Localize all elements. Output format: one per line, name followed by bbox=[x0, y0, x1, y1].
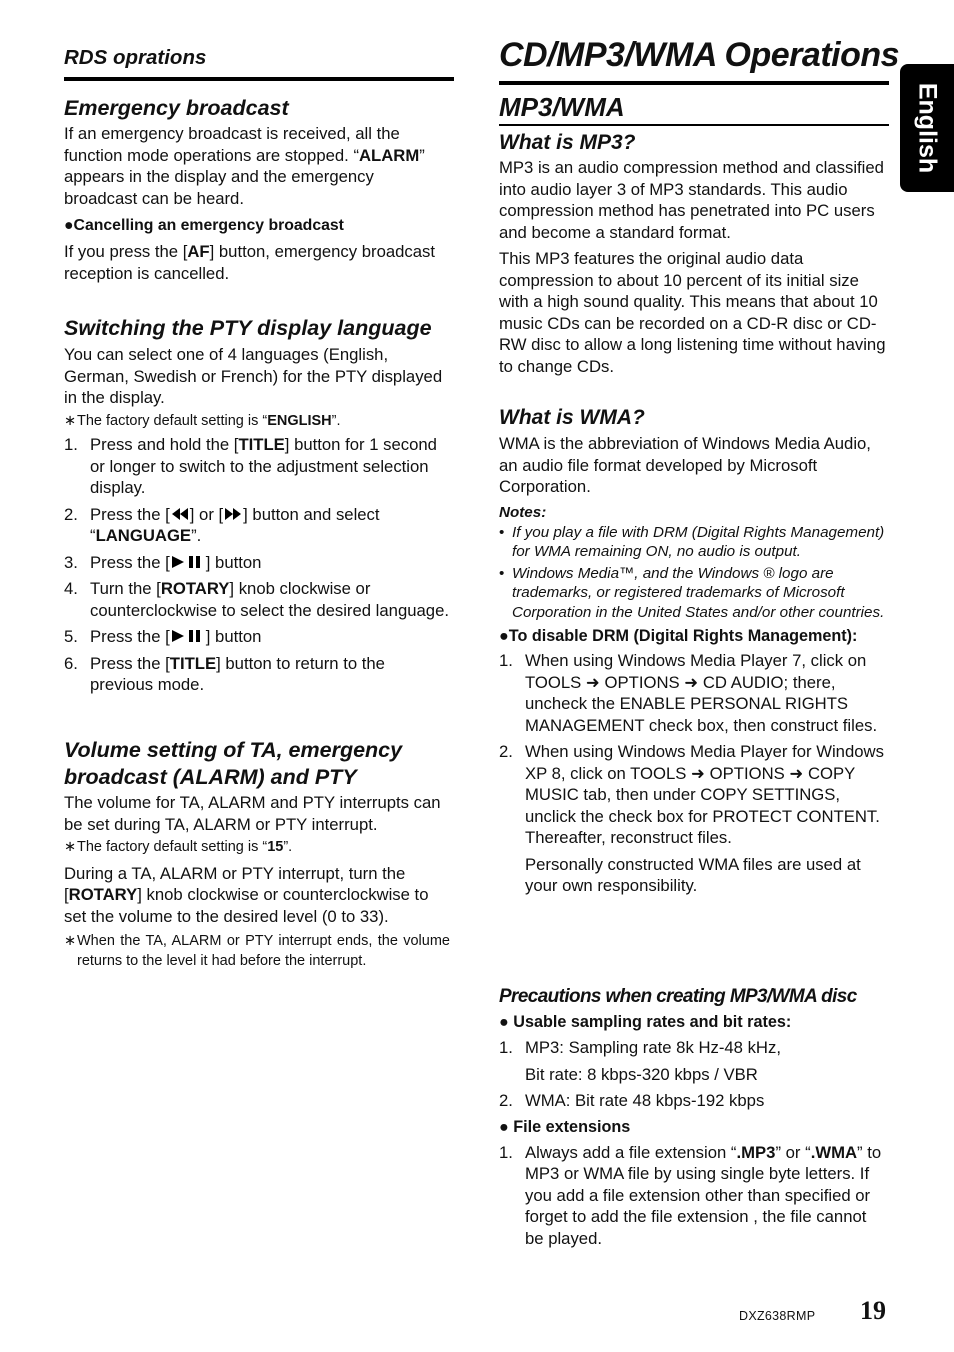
emergency-paragraph: If an emergency broadcast is received, all the function mode operations are stopped. “ALARM” appears in the display and the emergency broadcast can be heard. bbox=[64, 124, 425, 208]
volume-note-2: ∗ When the TA, ALARM or PTY interrupt ends, the volume returns to the level it had before the interrupt. bbox=[64, 933, 450, 969]
cancel-paragraph: If you press the [AF] button, emergency broadcast reception is cancelled. bbox=[64, 242, 436, 283]
list-item: 1. When using Windows Media Player 7, click on TOOLS ➜ OPTIONS ➜ CD AUDIO; there, uncheck the ENABLE PERSONAL RIGHTS MANAGEMENT check box, then construct files. bbox=[499, 651, 878, 735]
language-tab bbox=[900, 64, 954, 192]
volume-title: Volume setting of TA, emergency broadcast (ALARM) and PTY bbox=[64, 738, 403, 789]
emergency-body bbox=[64, 123, 448, 284]
ext-heading: ● File extensions bbox=[499, 1117, 631, 1136]
list-item: 3. Press the [ ] button bbox=[64, 552, 262, 572]
rates-heading: ● Usable sampling rates and bit rates: bbox=[499, 1013, 792, 1031]
list-item: 1. Press and hold the [TITLE] button for 1 second or longer to switch to the adjustment selection display. bbox=[64, 435, 437, 497]
model-number: DXZ638RMP bbox=[739, 1309, 816, 1323]
list-item: 4. Turn the [ROTARY] knob clockwise or counterclockwise to select the desired language. bbox=[64, 579, 449, 620]
volume-intro: The volume for TA, ALARM and PTY interrupts can be set during TA, ALARM or PTY interrupt. bbox=[64, 793, 441, 834]
drm-footnote: Personally constructed WMA files are used at your own responsibility. bbox=[525, 854, 861, 896]
section-rule bbox=[499, 124, 889, 126]
mp3-paragraph-2: This MP3 features the original audio data compression to about 10 percent of its initial size with a high sound quality. This means that about 10 music CDs can be recorded on a CD-R disc or CD-RW disc to allow a long listening time without having to change CDs. bbox=[499, 249, 886, 376]
volume-paragraph: During a TA, ALARM or PTY interrupt, turn the [ROTARY] knob clockwise or counterclockwise to set the volume to the desired level (0 to 33). bbox=[64, 863, 429, 926]
play-pause-icon bbox=[170, 555, 206, 569]
note-trademark: • Windows Media™, and the Windows ® logo are trademarks, or registered trademarks of Microsoft Corporation in the United States and/or other countries. bbox=[499, 564, 885, 621]
emergency-title: Emergency broadcast bbox=[64, 96, 289, 120]
language-tab-label: English bbox=[913, 82, 942, 174]
play-pause-icon bbox=[170, 629, 206, 643]
volume-note: ∗ The factory default setting is “15”. bbox=[64, 839, 293, 855]
wma-title: What is WMA? bbox=[499, 406, 645, 429]
list-item: 1. Always add a file extension “.MP3” or “.WMA” to MP3 or WMA file by using single byte letters. If you add a file extension other than specified or forget to add the file extension , the file cannot be played. bbox=[499, 1142, 882, 1248]
list-item: 1. MP3: Sampling rate 8k Hz-48 kHz, Bit rate: 8 kbps-320 kbps / VBR bbox=[499, 1038, 781, 1084]
section-title: MP3/WMA bbox=[499, 92, 625, 122]
section-label: RDS oprations bbox=[64, 46, 207, 69]
notes-label: Notes: bbox=[499, 503, 547, 521]
skip-back-icon bbox=[170, 507, 190, 521]
list-item: 6. Press the [TITLE] button to return to the previous mode. bbox=[64, 653, 385, 694]
title-rule bbox=[499, 81, 889, 85]
mp3-paragraph-1: MP3 is an audio compression method and classified into audio layer 3 of MP3 standards. This audio compression method has penetrated into PC users and become a standard format. bbox=[499, 158, 884, 242]
precautions-body bbox=[499, 1011, 889, 1249]
list-item: 2. When using Windows Media Player for Windows XP 8, click on TOOLS ➜ OPTIONS ➜ COPY MUSIC tab, then under COPY SETTINGS, unclick the check box for PROTECT CONTENT. Thereafter, reconstruct files. bbox=[499, 742, 884, 848]
cancel-heading: ●Cancelling an emergency broadcast bbox=[64, 217, 344, 234]
list-item: 5. Press the [ ] button bbox=[64, 627, 262, 646]
volume-body bbox=[64, 792, 450, 971]
skip-forward-icon bbox=[223, 507, 243, 521]
section-rule bbox=[64, 77, 454, 81]
mp3-title: What is MP3? bbox=[499, 131, 636, 154]
mp3-body bbox=[499, 157, 889, 377]
pty-intro: You can select one of 4 languages (English, German, Swedish or French) for the PTY displayed in the display. bbox=[64, 345, 443, 407]
list-item: 2. Press the [ ] or [ ] button and select “LANGUAGE”. bbox=[64, 504, 380, 545]
precautions-title: Precautions when creating MP3/WMA disc bbox=[499, 985, 857, 1007]
drm-heading: ●To disable DRM (Digital Rights Management): bbox=[499, 627, 858, 646]
wma-paragraph: WMA is the abbreviation of Windows Media Audio, an audio file format developed by Microsoft Corporation. bbox=[499, 434, 871, 496]
page-number: 19 bbox=[860, 1296, 886, 1325]
drm-steps bbox=[499, 650, 889, 849]
pty-body bbox=[64, 344, 450, 696]
pty-note: ∗ The factory default setting is “ENGLISH”. bbox=[64, 412, 341, 429]
pty-steps bbox=[64, 434, 450, 696]
rates-list bbox=[499, 1037, 889, 1112]
pty-title: Switching the PTY display language bbox=[64, 316, 432, 340]
page-title: CD/MP3/WMA Operations bbox=[499, 36, 900, 74]
ext-list bbox=[499, 1142, 889, 1250]
note-drm: • If you play a file with DRM (Digital Rights Management) for WMA remaining ON, no audio is output. bbox=[499, 523, 885, 561]
wma-body bbox=[499, 433, 889, 897]
list-item: 2. WMA: Bit rate 48 kbps-192 kbps bbox=[499, 1091, 765, 1110]
